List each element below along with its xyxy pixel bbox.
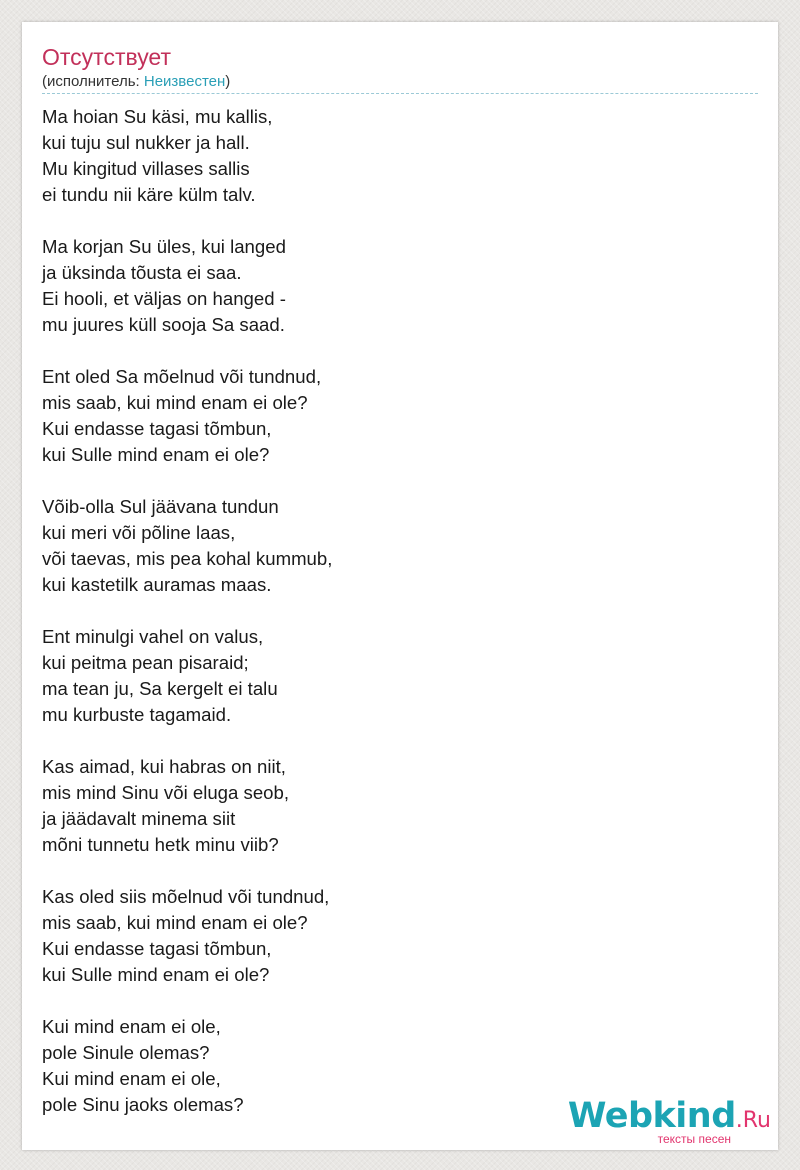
artist-line [42, 73, 230, 91]
lyrics-line: Kas aimad, kui habras on niit, [42, 756, 286, 777]
artist-suffix: ) [225, 73, 231, 90]
brand-logo[interactable] [567, 1096, 771, 1147]
lyrics-line: mis mind Sinu või eluga seob, [42, 782, 290, 803]
lyrics-line: Kui endasse tagasi tõmbun, [42, 418, 272, 439]
lyrics-stanza [42, 234, 742, 338]
lyrics-line: kui tuju sul nukker ja hall. [42, 132, 250, 153]
song-title: Отсутствует [42, 44, 171, 70]
lyrics-stanza [42, 104, 742, 208]
lyrics-line: ja üksinda tõusta ei saa. [42, 262, 242, 283]
lyrics-line: Ma hoian Su käsi, mu kallis, [42, 106, 273, 127]
lyrics-line: pole Sinu jaoks olemas? [42, 1094, 244, 1115]
brand-name-text: Webkind [567, 1096, 736, 1136]
lyrics-line: Kas oled siis mõelnud või tundnud, [42, 886, 330, 907]
lyrics-line: Kui mind enam ei ole, [42, 1068, 221, 1089]
lyrics-text [42, 104, 742, 1144]
lyrics-line: kui Sulle mind enam ei ole? [42, 444, 270, 465]
lyrics-line: ma tean ju, Sa kergelt ei talu [42, 678, 278, 699]
lyrics-line: ei tundu nii käre külm talv. [42, 184, 256, 205]
lyrics-line: Ent oled Sa mõelnud või tundnud, [42, 366, 322, 387]
lyrics-line: ja jäädavalt minema siit [42, 808, 236, 829]
lyrics-line: Ma korjan Su üles, kui langed [42, 236, 286, 257]
lyrics-line: Kui mind enam ei ole, [42, 1016, 221, 1037]
lyrics-stanza [42, 884, 742, 988]
lyrics-line: kui kastetilk auramas maas. [42, 574, 272, 595]
lyrics-line: mis saab, kui mind enam ei ole? [42, 392, 308, 413]
brand-tld: .Ru [735, 1108, 771, 1133]
lyrics-stanza [42, 364, 742, 468]
brand-tagline: тексты песен [657, 1132, 731, 1146]
dashed-divider [42, 93, 758, 94]
artist-prefix: (исполнитель: [42, 73, 144, 90]
lyrics-stanza [42, 624, 742, 728]
lyrics-line: Võib-olla Sul jäävana tundun [42, 496, 279, 517]
lyrics-line: Kui endasse tagasi tõmbun, [42, 938, 272, 959]
lyrics-line: Ei hooli, et väljas on hanged - [42, 288, 286, 309]
lyrics-line: või taevas, mis pea kohal kummub, [42, 548, 333, 569]
lyrics-line: Ent minulgi vahel on valus, [42, 626, 264, 647]
lyrics-card [22, 22, 778, 1150]
artist-link[interactable]: Неизвестен [143, 73, 226, 90]
lyrics-line: mis saab, kui mind enam ei ole? [42, 912, 308, 933]
lyrics-stanza [42, 754, 742, 858]
lyrics-line: mu juures küll sooja Sa saad. [42, 314, 285, 335]
lyrics-line: kui meri või põline laas, [42, 522, 236, 543]
lyrics-stanza [42, 494, 742, 598]
lyrics-line: kui Sulle mind enam ei ole? [42, 964, 270, 985]
lyrics-line: pole Sinule olemas? [42, 1042, 210, 1063]
lyrics-line: mõni tunnetu hetk minu viib? [42, 834, 279, 855]
lyrics-line: Mu kingitud villases sallis [42, 158, 250, 179]
lyrics-line: mu kurbuste tagamaid. [42, 704, 232, 725]
lyrics-line: kui peitma pean pisaraid; [42, 652, 249, 673]
